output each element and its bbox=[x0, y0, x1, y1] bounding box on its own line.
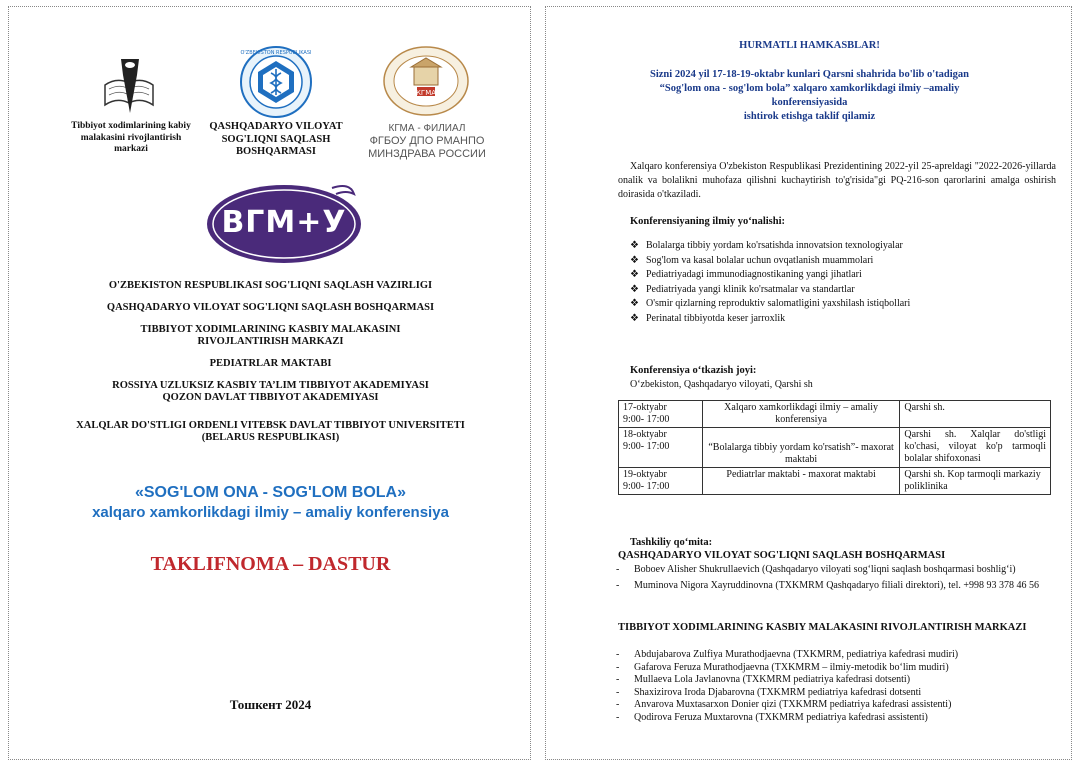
schedule-time: 9:00- 17:00 bbox=[623, 414, 670, 425]
left-page bbox=[8, 6, 531, 760]
svg-text:O'ZBEKISTON RESPUBLIKASI: O'ZBEKISTON RESPUBLIKASI bbox=[240, 50, 312, 56]
diamond-bullet-icon: ❖ bbox=[630, 298, 639, 309]
org-training-center-line2: RIVOJLANTIRISH MARKAZI bbox=[197, 336, 344, 347]
logo1-caption: Tibbiyot xodimlarining kabiy malakasini rivojlantirish markazi bbox=[71, 121, 191, 154]
org-training-center-line1: TIBBIYOT XODIMLARINING KASBIY MALAKASINI bbox=[140, 324, 401, 335]
table-row bbox=[619, 428, 1051, 468]
book-logo-icon bbox=[99, 55, 159, 117]
member-text: Mullaeva Lola Javlanovna (TXKMRM pediatriya kafedrasi dotsenti) bbox=[634, 674, 911, 685]
group1-members bbox=[604, 564, 1044, 592]
direction-text: Perinatal tibbiyotda keser jarroxlik bbox=[646, 312, 786, 324]
venue-text: O‘zbekiston, Qashqadaryo viloyati, Qarshi sh bbox=[630, 379, 813, 390]
org-ministry: O'ZBEKISTON RESPUBLIKASI SOG'LIQNI SAQLASH VAZIRLIGI bbox=[108, 280, 433, 291]
invite-line-3: konferensiyasida bbox=[771, 97, 848, 108]
schedule-time: 9:00- 17:00 bbox=[623, 441, 670, 452]
direction-text: Bolalarga tibbiy yordam ko'rsatishda innovatsion texnologiyalar bbox=[646, 240, 903, 251]
dash-bullet-icon: - bbox=[616, 661, 620, 673]
list-item bbox=[604, 674, 1074, 687]
schedule-date: 19-oktyabr bbox=[623, 469, 667, 480]
list-item bbox=[626, 312, 1056, 327]
member-text: Shaxizirova Iroda Djabarovna (TXKMRM pediatriya kafedrasi dotsenti bbox=[634, 686, 922, 698]
schedule-place-cell: Qarshi sh. bbox=[900, 401, 1051, 428]
group2-title: TIBBIYOT XODIMLARINING KASBIY MALAKASINI RIVOJLANTIRISH MARKAZI bbox=[618, 622, 1027, 633]
invite-line-4: ishtirok etishga taklif qilamiz bbox=[743, 111, 876, 122]
schedule-event-cell: Pediatrlar maktabi - maxorat maktabi bbox=[702, 468, 900, 495]
list-item bbox=[604, 580, 1044, 593]
org-belarus: (BELARUS RESPUBLIKASI) bbox=[201, 432, 340, 443]
schedule-place-cell: Qarshi sh. Xalqlar do'stligi ko'chasi, viloyat ko'p tarmoqli bolalar shifoxonasi bbox=[900, 428, 1051, 468]
conference-subtitle: xalqaro xamkorlikdagi ilmiy – amaliy konferensiya bbox=[92, 504, 449, 521]
invite-line-1: Sizni 2024 yil 17-18-19-oktabr kunlari Qarsni shahrida bo'lib o'tadigan bbox=[650, 69, 969, 80]
table-row bbox=[619, 468, 1051, 495]
member-text: Qodirova Feruza Muxtarovna (TXKMRM pediatriya kafedrasi assistenti) bbox=[634, 711, 928, 723]
diamond-bullet-icon: ❖ bbox=[630, 283, 639, 295]
group2-members bbox=[604, 649, 1074, 724]
member-text: Anvarova Muxtasarxon Donier qizi (TXKMRM pediatriya kafedrasi assistenti) bbox=[634, 699, 952, 710]
dash-bullet-icon: - bbox=[616, 579, 620, 591]
org-vitebsk-university: XALQLAR DO'STLIGI ORDENLI VITEBSK DAVLAT TIBBIYOT UNIVERSITETI bbox=[76, 420, 465, 431]
direction-text: Pediatriyada yangi klinik ko'rsatmalar va standartlar bbox=[646, 283, 855, 295]
directions-list bbox=[626, 239, 1056, 326]
committee-heading: Tashkiliy qo‘mita: bbox=[630, 537, 713, 548]
schedule-date: 18-oktyabr bbox=[623, 429, 667, 440]
schedule-date: 17-oktyabr bbox=[623, 402, 667, 413]
list-item bbox=[604, 662, 1074, 675]
member-text: Gafarova Feruza Murathodjaevna (TXKMRM – ilmiy-metodik bo‘lim mudiri) bbox=[634, 661, 949, 673]
invitation-title: TAKLIFNOMA – DASTUR bbox=[150, 553, 391, 575]
logo3-caption-line3: МИНЗДРАВА РОССИИ bbox=[368, 148, 486, 160]
vgmu-logo-text: ВГМ+У bbox=[221, 205, 347, 240]
schedule-date-cell bbox=[619, 401, 703, 428]
dash-bullet-icon: - bbox=[616, 686, 620, 698]
list-item bbox=[626, 239, 1056, 254]
place-year: Тошкент 2024 bbox=[229, 697, 312, 712]
logo3-caption-line2: ФГБОУ ДПО РМАНПО bbox=[369, 135, 485, 147]
list-item bbox=[604, 564, 1044, 577]
dash-bullet-icon: - bbox=[616, 649, 620, 660]
group1-title: QASHQADARYO VILOYAT SOG'LIQNI SAQLASH BOSHQARMASI bbox=[618, 550, 946, 561]
org-kazan-academy: QOZON DAVLAT TIBBIYOT AKADEMIYASI bbox=[162, 392, 379, 403]
dash-bullet-icon: - bbox=[616, 699, 620, 710]
logo2-caption: QASHQADARYO VILOYAT SOG'LIQNI SAQLASH BOSHQARMASI bbox=[209, 121, 343, 157]
venue-heading: Konferensiya o‘tkazish joyi: bbox=[630, 365, 757, 376]
greeting: HURMATLI HAMKASBLAR! bbox=[739, 40, 880, 51]
schedule-event-cell: “Bolalarga tibbiy yordam ko'rsatish”- maxorat maktabi bbox=[702, 428, 900, 468]
direction-text: Sog'lom va kasal bolalar uchun ovqatlanish muammolari bbox=[646, 254, 874, 266]
intro-paragraph: Xalqaro konferensiya O'zbekiston Respublikasi Prezidentining 2022-yil 25-apreldagi "2022-2026-yillarda onalik va bolalikni muhofaza qilishni kuchaytirish to'g'risida"gi PQ-216-son qarorlarini amalga oshirish doirasida o'tkaziladi. bbox=[618, 161, 1056, 200]
diamond-bullet-icon: ❖ bbox=[630, 254, 639, 266]
list-item bbox=[626, 297, 1056, 312]
diamond-bullet-icon: ❖ bbox=[630, 269, 639, 280]
list-item bbox=[604, 712, 1074, 725]
list-item bbox=[604, 687, 1074, 700]
diamond-bullet-icon: ❖ bbox=[630, 312, 639, 324]
member-text: Muminova Nigora Xayruddinovna (TXKMRM Qashqadaryo filiali direktori), tel. +998 93 378 46 56 bbox=[634, 579, 1040, 591]
schedule-date-cell bbox=[619, 468, 703, 495]
right-page bbox=[545, 6, 1072, 760]
conference-title: «SOG'LOM ONA - SOG'LOM BOLA» bbox=[134, 484, 407, 501]
dash-bullet-icon: - bbox=[616, 564, 620, 575]
list-item bbox=[626, 254, 1056, 269]
dash-bullet-icon: - bbox=[616, 674, 620, 685]
schedule-time: 9:00- 17:00 bbox=[623, 481, 670, 492]
member-text: Abdujabarova Zulfiya Murathodjaevna (TXKMRM, pediatriya kafedrasi mudiri) bbox=[634, 649, 959, 660]
logo3-caption-line1: КГМА - ФИЛИАЛ bbox=[388, 123, 466, 134]
org-regional-department: QASHQADARYO VILOYAT SOG'LIQNI SAQLASH BOSHQARMASI bbox=[106, 302, 435, 313]
dash-bullet-icon: - bbox=[616, 711, 620, 723]
svg-text:КГМА: КГМА bbox=[415, 89, 437, 97]
kgma-emblem-icon bbox=[381, 45, 471, 117]
invite-line-2: “Sog'lom ona - sog'lom bola” xalqaro xamkorlikdagi ilmiy –amaliy bbox=[659, 83, 960, 94]
list-item bbox=[604, 699, 1074, 712]
list-item bbox=[604, 649, 1074, 662]
schedule-table bbox=[618, 400, 1051, 495]
diamond-bullet-icon: ❖ bbox=[630, 240, 639, 251]
schedule-place-cell: Qarshi sh. Kop tarmoqli markaziy poliklinika bbox=[900, 468, 1051, 495]
invite-block bbox=[546, 68, 1073, 124]
schedule-date-cell bbox=[619, 428, 703, 468]
table-row bbox=[619, 401, 1051, 428]
org-russian-academy: ROSSIYA UZLUKSIZ KASBIY TA’LIM TIBBIYOT AKADEMIYASI bbox=[112, 380, 429, 391]
list-item bbox=[626, 283, 1056, 298]
directions-heading: Konferensiyaning ilmiy yo‘nalishi: bbox=[630, 216, 785, 227]
org-pediatric-school: PEDIATRLAR MAKTABI bbox=[209, 358, 332, 369]
list-item bbox=[626, 268, 1056, 283]
member-text: Boboev Alisher Shukrullaevich (Qashqadaryo viloyati sog‘liqni saqlash boshqarmasi boshlig‘i) bbox=[634, 564, 1016, 575]
vgmu-logo bbox=[204, 180, 364, 266]
direction-text: O'smir qizlarning reproduktiv salomatligini yaxshilash istiqbollari bbox=[646, 298, 911, 309]
schedule-event-cell: Xalqaro xamkorlikdagi ilmiy – amaliy konferensiya bbox=[702, 401, 900, 428]
health-department-emblem-icon bbox=[239, 45, 313, 119]
direction-text: Pediatriyadagi immunodiagnostikaning yangi jihatlari bbox=[646, 269, 862, 280]
